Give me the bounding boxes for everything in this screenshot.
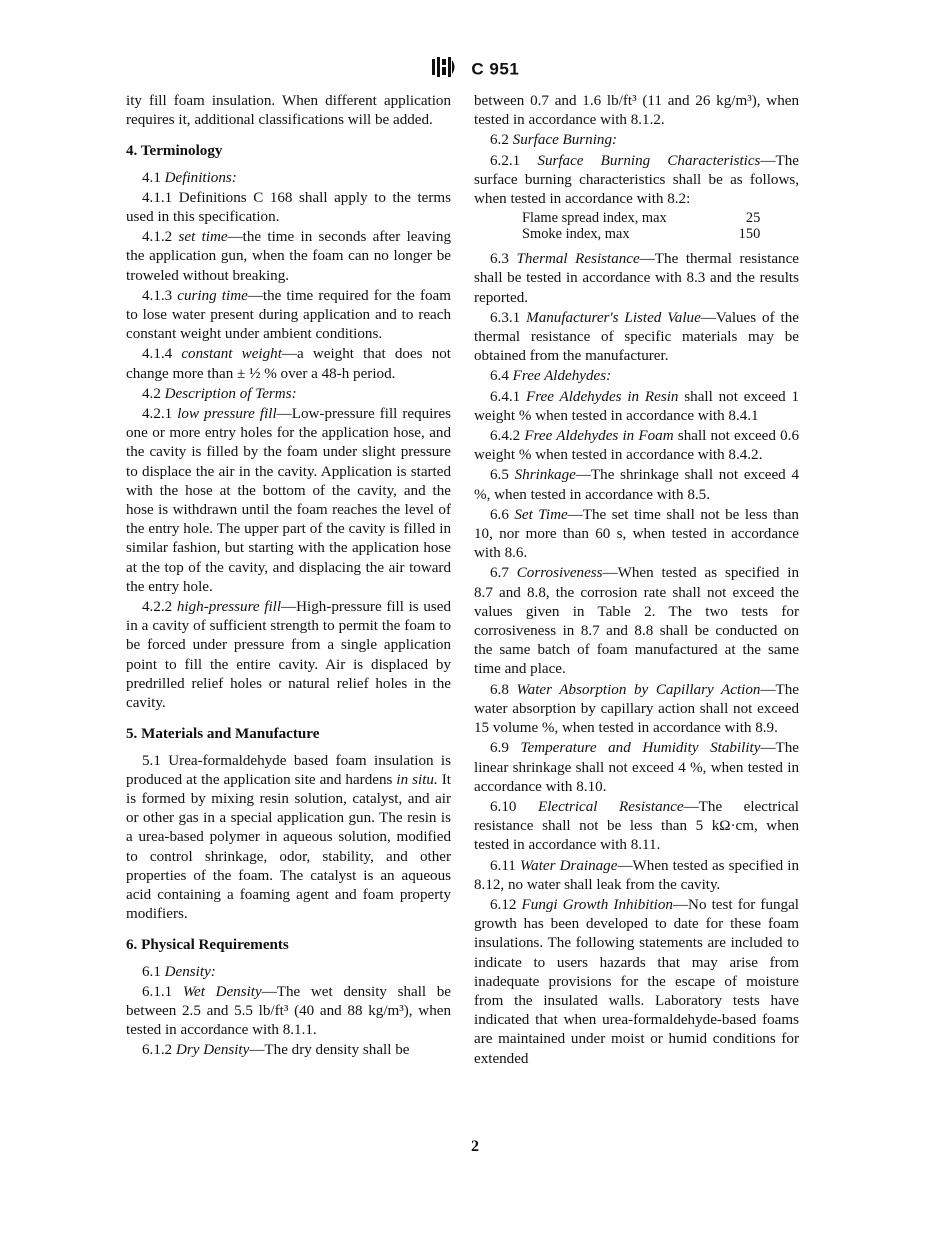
table-cell-value: 150 bbox=[738, 226, 761, 243]
section-heading-materials: 5. Materials and Manufacture bbox=[126, 726, 320, 743]
paragraph-6-8: 6.8 Water Absorption by Capillary Action—The water absorption by capillary action shall not exceed 15 volume %, when tested in accordance with 8.9. bbox=[474, 681, 799, 737]
table-cell-value: 25 bbox=[745, 210, 761, 227]
table-cell-label: Flame spread index, max bbox=[522, 210, 667, 227]
paragraph: between 0.7 and 1.6 lb/ft³ (11 and 26 kg/m³), when tested in accordance with 8.1.2. bbox=[474, 93, 799, 129]
paragraph-6-9: 6.9 Temperature and Humidity Stability—The linear shrinkage shall not exceed 4 %, when tested in accordance with 8.10. bbox=[474, 740, 799, 795]
paragraph-6-2: 6.2 Surface Burning: bbox=[490, 132, 618, 149]
section-heading-physical-requirements: 6. Physical Requirements bbox=[126, 937, 289, 954]
paragraph-4-2-2: 4.2.2 high-pressure fill—High-pressure fill is used in a cavity of sufficient strength to permit the foam to be forced under pressure from a single application point to fill the entire cavity. Air is displaced by predrilled relief holes or natural relief holes in the cavity. bbox=[126, 599, 451, 712]
paragraph-6-7: 6.7 Corrosiveness—When tested as specified in 8.7 and 8.8, the corrosion rate shall not exceed the values given in Table 2. The two tests for corrosiveness in 8.7 and 8.8 shall be conducted on the same batch of foam manufactured at the same time and place. bbox=[474, 565, 799, 678]
paragraph-6-11: 6.11 Water Drainage—When tested as specified in 8.12, no water shall leak from the cavity. bbox=[474, 857, 799, 893]
paragraph-6-1-1: 6.1.1 Wet Density—The wet density shall be between 2.5 and 5.5 lb/ft³ (40 and 88 kg/m³), when tested in accordance with 8.1.1. bbox=[126, 983, 451, 1039]
paragraph-6-5: 6.5 Shrinkage—The shrinkage shall not exceed 4 %, when tested in accordance with 8.5. bbox=[474, 467, 799, 503]
paragraph-6-2-1: 6.2.1 Surface Burning Characteristics—The surface burning characteristics shall be as follows, when tested in accordance with 8.2: bbox=[474, 152, 799, 208]
paragraph-5-1: 5.1 Urea-formaldehyde based foam insulation is produced at the application site and hardens in situ. It is formed by mixing resin solution, catalyst, and air or other gas in a special application gun. The resin is a urea-based polymer in aqueous solution, modified to control shrinkage, odor, stability, and other properties of the foam. The catalyst is an aqueous acid containing a foaming agent and foam property modifiers. bbox=[126, 752, 451, 923]
paragraph-6-10: 6.10 Electrical Resistance—The electrical resistance shall not be less than 5 kΩ·cm, when tested in accordance with 8.11. bbox=[474, 798, 799, 854]
table-cell-label: Smoke index, max bbox=[522, 226, 630, 243]
paragraph-6-3-1: 6.3.1 Manufacturer's Listed Value—Values of the thermal resistance of specific materials may be obtained from the manufacturer. bbox=[474, 309, 799, 365]
document-designation: C 951 bbox=[471, 59, 520, 79]
paragraph-4-1-1: 4.1.1 Definitions C 168 shall apply to the terms used in this specification. bbox=[126, 189, 451, 226]
table-row bbox=[522, 226, 760, 242]
paragraph-4-1-3: 4.1.3 curing time—the time required for the foam to lose water present during application and to reach constant weight under ambient conditions. bbox=[126, 287, 451, 343]
paragraph-6-4-1: 6.4.1 Free Aldehydes in Resin shall not exceed 1 weight % when tested in accordance with 8.4.1 bbox=[474, 388, 800, 424]
paragraph-6-1-2: 6.1.2 Dry Density—The dry density shall be bbox=[142, 1042, 410, 1059]
paragraph-6-3: 6.3 Thermal Resistance—The thermal resistance shall be tested in accordance with 8.3 and the results reported. bbox=[474, 251, 799, 306]
paragraph-4-2-1: 4.2.1 low pressure fill—Low-pressure fill requires one or more entry holes for the application hose, and the cavity is filled by the foam under slight pressure to displace the air in the cavity. Application is started with the hose at the bottom of the cavity, and the hose is withdrawn until the foam reaches the level of the entry hole. The upper part of the cavity is filled in similar fashion, but starting with the application hose at the top of the cavity, and displacing the air toward the entry hole. bbox=[126, 406, 451, 595]
paragraph-4-1: 4.1 Definitions: bbox=[142, 169, 237, 186]
paragraph-4-1-2: 4.1.2 set time—the time in seconds after leaving the application gun, when the foam can no longer be troweled without breaking. bbox=[126, 229, 452, 284]
astm-logo-icon bbox=[431, 56, 457, 83]
right-column bbox=[474, 92, 799, 1070]
page-number: 2 bbox=[471, 1138, 479, 1155]
paragraph-6-12: 6.12 Fungi Growth Inhibition—No test for fungal growth has been developed to date for these foam insulations. The following statements are included to indicate to users hazards that may arise from inadequate provisions for the escape of moisture from the insulated walls. Laboratory tests have indicated that when urea-formaldehyde-based foams are maintained under moist or humid conditions for extended bbox=[474, 896, 799, 1067]
paragraph-6-1: 6.1 Density: bbox=[142, 963, 216, 980]
paragraph-6-4-2: 6.4.2 Free Aldehydes in Foam shall not exceed 0.6 weight % when tested in accordance with 8.4.2. bbox=[474, 428, 799, 464]
paragraph-4-1-4: 4.1.4 constant weight—a weight that does not change more than ± ½ % over a 48-h period. bbox=[126, 346, 451, 382]
surface-burning-table bbox=[522, 210, 760, 242]
page-header bbox=[0, 56, 950, 83]
paragraph-4-2: 4.2 Description of Terms: bbox=[142, 385, 297, 402]
paragraph-6-6: 6.6 Set Time—The set time shall not be less than 10, nor more than 60 s, when tested in accordance with 8.6. bbox=[474, 506, 799, 562]
paragraph: ity fill foam insulation. When different application requires it, additional classifications will be added. bbox=[126, 93, 451, 129]
left-column bbox=[126, 92, 451, 1062]
section-heading-terminology: 4. Terminology bbox=[126, 143, 223, 160]
paragraph-6-4: 6.4 Free Aldehydes: bbox=[490, 368, 612, 385]
table-row bbox=[522, 210, 760, 226]
